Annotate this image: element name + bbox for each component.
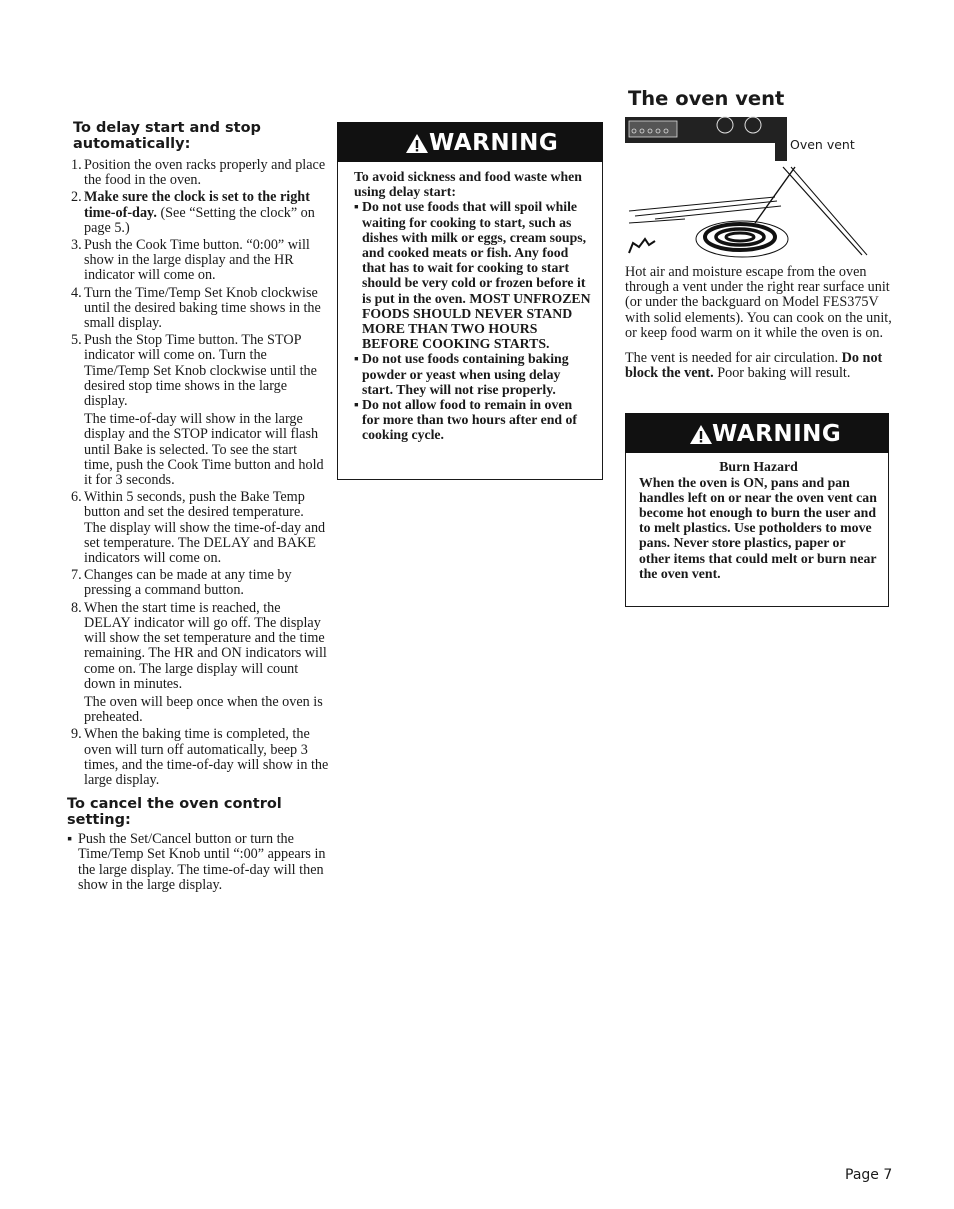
warning-triangle-icon <box>405 133 429 154</box>
bullet-icon: ▪ <box>354 351 359 367</box>
warning-triangle-icon <box>689 424 713 445</box>
warning-body <box>338 161 602 451</box>
oven-vent-section <box>625 88 893 607</box>
step-number: 1. <box>71 157 82 173</box>
cancel-heading <box>67 796 329 828</box>
step-text <box>84 333 329 409</box>
warning-body <box>626 452 888 587</box>
oven-vent-title: The oven vent <box>628 87 785 110</box>
step-bold-text: Make sure the clock is set to the right time-of-day. <box>84 189 310 221</box>
step-number: 8. <box>71 599 82 616</box>
step-body-text: (See “Setting the clock” on page 5.) <box>84 204 315 236</box>
step-number: 5. <box>71 332 82 349</box>
vent-note-bold: Do not block the vent. <box>625 350 883 382</box>
warning-title: WARNING <box>712 421 842 448</box>
delay-heading-line1: To delay start and stop <box>73 120 261 136</box>
step-item <box>67 490 329 566</box>
cancel-item <box>67 832 329 893</box>
step-text <box>84 190 329 236</box>
step-item <box>67 333 329 488</box>
step-number: 3. <box>71 237 82 254</box>
cancel-list <box>67 832 329 893</box>
bullet-icon: ▪ <box>354 397 359 413</box>
step-item <box>67 238 329 284</box>
step-body-text: Changes can be made at any time by pressing a command button. <box>84 567 292 599</box>
step-number: 2. <box>71 189 82 206</box>
step-text <box>84 158 329 188</box>
delay-steps-list <box>67 158 329 788</box>
step-note: The time-of-day will show in the large display and the STOP indicator will flash until Bake is selected. To see the start time, push the Cook Time button and hold it for 3 seconds. <box>84 411 324 489</box>
warning-bullet-text: Do not use foods containing baking powder or yeast when using delay start. They will not rise properly. <box>362 351 569 397</box>
cancel-heading-line1: To cancel the oven control <box>67 796 282 813</box>
warning-bullet-text: Do not allow food to remain in oven for more than two hours after end of cooking cycle. <box>362 397 577 443</box>
vent-description: Hot air and moisture escape from the oven through a vent under the right rear surface unit (or under the backguard on Model FES375V with solid elements). You can cook on the unit, or keep food warm on it while the oven is on. <box>625 264 892 341</box>
step-number: 7. <box>71 567 82 584</box>
warning-bullet-item <box>354 199 592 351</box>
warning-title: WARNING <box>429 130 559 156</box>
cancel-heading-line2: setting: <box>67 812 131 829</box>
step-text <box>84 286 329 332</box>
oven-vent-illustration <box>625 115 893 265</box>
oven-vent-label: Oven vent <box>790 137 855 152</box>
step-body-text: Push the Stop Time button. The STOP indicator will come on. Turn the Time/Temp Set Knob clockwise until the desired stop time shows in the large display. <box>84 332 317 410</box>
step-item <box>67 158 329 188</box>
vent-note <box>625 351 893 381</box>
page-number: Page 7 <box>845 1167 893 1183</box>
step-text <box>84 727 329 788</box>
bullet-icon: ▪ <box>67 831 73 848</box>
bullet-icon: ▪ <box>354 199 359 215</box>
warning-header <box>337 122 603 162</box>
step-text <box>84 238 329 284</box>
warning-bullet-item <box>354 397 592 443</box>
step-text <box>84 601 329 692</box>
step-note: The oven will beep once when the oven is preheated. <box>84 693 323 726</box>
step-body-text: Position the oven racks properly and place the food in the oven. <box>84 157 326 189</box>
step-body-text: When the start time is reached, the DELAY indicator will go off. The display will show the set temperature and the time remaining. The HR and ON indicators will come on. The large display will count down in minutes. <box>84 599 327 692</box>
step-body-text: Push the Cook Time button. “0:00” will show in the large display and the HR indicator will come on. <box>84 237 310 284</box>
burn-hazard-title: Burn Hazard <box>719 459 798 475</box>
step-item <box>67 727 329 788</box>
delay-start-section <box>67 120 329 893</box>
delay-heading-line2: automatically: <box>73 136 191 152</box>
warning-bullet-item <box>354 351 592 397</box>
vent-note-text: The vent is needed for air circulation. <box>625 350 842 367</box>
step-item <box>67 190 329 236</box>
step-body-text: Within 5 seconds, push the Bake Temp button and set the desired temperature. The display will show the time-of-day and set temperature. The DELAY and BAKE indicators will come on. <box>84 489 326 567</box>
step-number: 6. <box>71 489 82 506</box>
step-text <box>84 490 329 566</box>
step-text <box>84 568 329 598</box>
burn-hazard-text: When the oven is ON, pans and pan handles left on or near the oven vent can become hot enough to burn the user and to melt plastics. Use potholders to move pans. Never store plastics, paper or other items that could melt or burn near the oven vent. <box>639 474 877 581</box>
step-body-text: When the baking time is completed, the oven will turn off automatically, beep 3 times, and the time-of-day will show in the large display. <box>84 726 329 788</box>
warning-header <box>625 413 889 453</box>
step-item <box>67 601 329 726</box>
warning-intro: To avoid sickness and food waste when using delay start: <box>354 169 582 200</box>
cancel-text: Push the Set/Cancel button or turn the Time/Temp Set Knob until “:00” appears in the large display. The time-of-day will then show in the large display. <box>78 831 326 893</box>
step-number: 4. <box>71 284 82 301</box>
warning-bullet-text: Do not use foods that will spoil while waiting for cooking to start, such as dishes with milk or eggs, cream soups, and cooked meats or fish. Any food that has to wait for cooking to start should be very cold or frozen before it is put in the oven. MOST UNFROZEN FOODS SHOULD NEVER STAND MORE THAN TWO HOURS BEFORE COOKING STARTS. <box>362 199 591 352</box>
step-item <box>67 286 329 332</box>
step-item <box>67 568 329 598</box>
burn-hazard-warning-box <box>625 413 889 607</box>
step-body-text: Turn the Time/Temp Set Knob clockwise until the desired baking time shows in the small display. <box>84 284 321 332</box>
warning-bullet-list <box>354 199 592 442</box>
delay-heading <box>73 120 329 152</box>
vent-note-tail: Poor baking will result. <box>713 365 851 382</box>
delay-start-warning-box <box>337 122 603 480</box>
step-number: 9. <box>71 726 82 743</box>
